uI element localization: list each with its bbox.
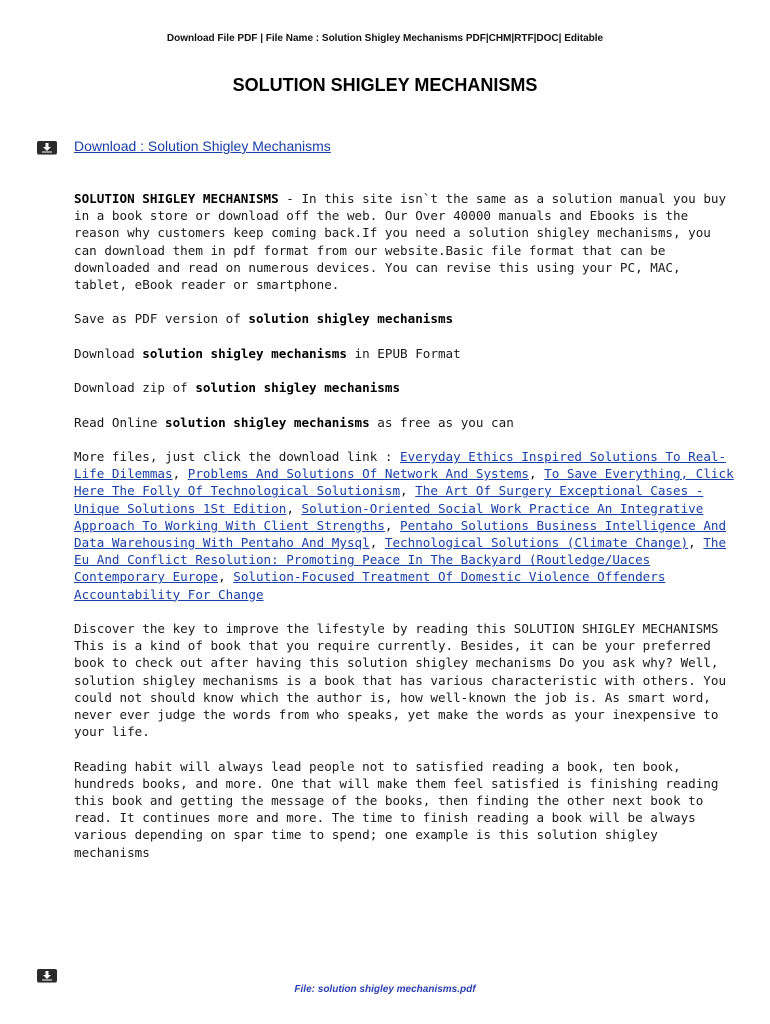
related-link[interactable]: Pentaho Solutions Business Intelligence And Data Warehousing With Pentaho And Mysql [74,517,727,550]
download-icon[interactable] [37,969,57,982]
save-pdf-line [74,310,734,327]
link-separator: , [400,483,416,499]
page-footer: File: solution shigley mechanisms.pdf [294,984,476,995]
epub-keyword: solution shigley mechanisms [142,345,347,361]
epub-prefix: Download [74,345,143,361]
reading-habit-paragraph: Reading habit will always lead people not to satisfied reading a book, ten book, hundreds books, and more. One that will make them feel satisfied is finishing reading this book and getting the message of the books, then finding the other next book to read. It continues more and more. The time to finish reading a book will be always various depending on spar time to spend; one example is this solution shigley mechanisms [74,758,719,860]
read-online-suffix: as free as you can [369,414,514,430]
zip-keyword: solution shigley mechanisms [195,380,401,396]
save-pdf-keyword: solution shigley mechanisms [248,311,454,327]
read-online-prefix: Read Online [74,414,165,430]
read-online-line [74,414,734,431]
zip-line [74,379,734,396]
document-body [74,190,734,878]
download-icon[interactable] [37,141,57,154]
page-header: Download File PDF | File Name : Solution Shigley Mechanisms PDF|CHM|RTF|DOC| Editable [166,33,604,44]
more-files-paragraph [74,448,734,603]
link-separator: , [286,500,302,516]
link-separator: , [384,517,401,533]
link-separator: , [528,466,545,482]
link-separator: , [369,534,385,550]
related-link[interactable]: Solution-Oriented Social Work Practice An Integrative Approach To Working With Client Strengths [74,500,704,533]
epub-line [74,345,734,362]
link-separator: , [218,569,234,585]
intro-text: - In this site isn`t the same as a solution manual you buy in a book store or download off the web. Our Over 40000 manuals and Ebooks is the reason why customers keep coming back.If you need a solution shigley mechanisms, you can download them in pdf format from our website.Basic file format that can be downloaded and read on numerous devices. You can revise this using your PC, MAC, tablet, eBook reader or smartphone. [74,191,727,293]
related-link[interactable]: The Art Of Surgery Exceptional Cases - Unique Solutions 1St Edition [74,483,704,516]
related-link[interactable]: To Save Everything, Click Here The Folly Of Technological Solutionism [74,466,734,499]
read-online-keyword: solution shigley mechanisms [165,414,370,430]
related-link[interactable]: Problems And Solutions Of Network And Systems [187,466,529,482]
discover-paragraph: Discover the key to improve the lifestyle by reading this SOLUTION SHIGLEY MECHANISMS This is a kind of book that you require currently. Besides, it can be your preferred book to check out after having this solution shigley mechanisms Do you ask why? Well, solution shigley mechanisms is a book that has various characteristic with others. You could not should know which the author is, how well-known the job is. As smart word, never ever judge the words from who speaks, yet make the words as your inexpensive to your life. [74,620,727,740]
page-title: SOLUTION SHIGLEY MECHANISMS [232,75,538,95]
link-separator: , [172,466,188,482]
link-separator: , [688,534,704,550]
epub-suffix: in EPUB Format [346,345,461,361]
intro-paragraph [74,190,734,293]
save-pdf-prefix: Save as PDF version of [74,311,249,327]
intro-title: SOLUTION SHIGLEY MECHANISMS [74,191,279,206]
related-link[interactable]: Everyday Ethics Inspired Solutions To Real-Life Dilemmas [74,448,727,482]
related-link[interactable]: Technological Solutions (Climate Change) [384,534,689,550]
more-files-prefix: More files, just click the download link : [74,448,401,464]
download-link[interactable]: Download : Solution Shigley Mechanisms [74,138,331,154]
zip-prefix: Download zip of [74,380,196,396]
related-link[interactable]: Solution-Focused Treatment Of Domestic Violence Offenders Accountability For Change [74,569,666,602]
related-link[interactable]: The Eu And Conflict Resolution: Promoting Peace In The Backyard (Routledge/Uaces Contemporary Europe [74,534,727,585]
